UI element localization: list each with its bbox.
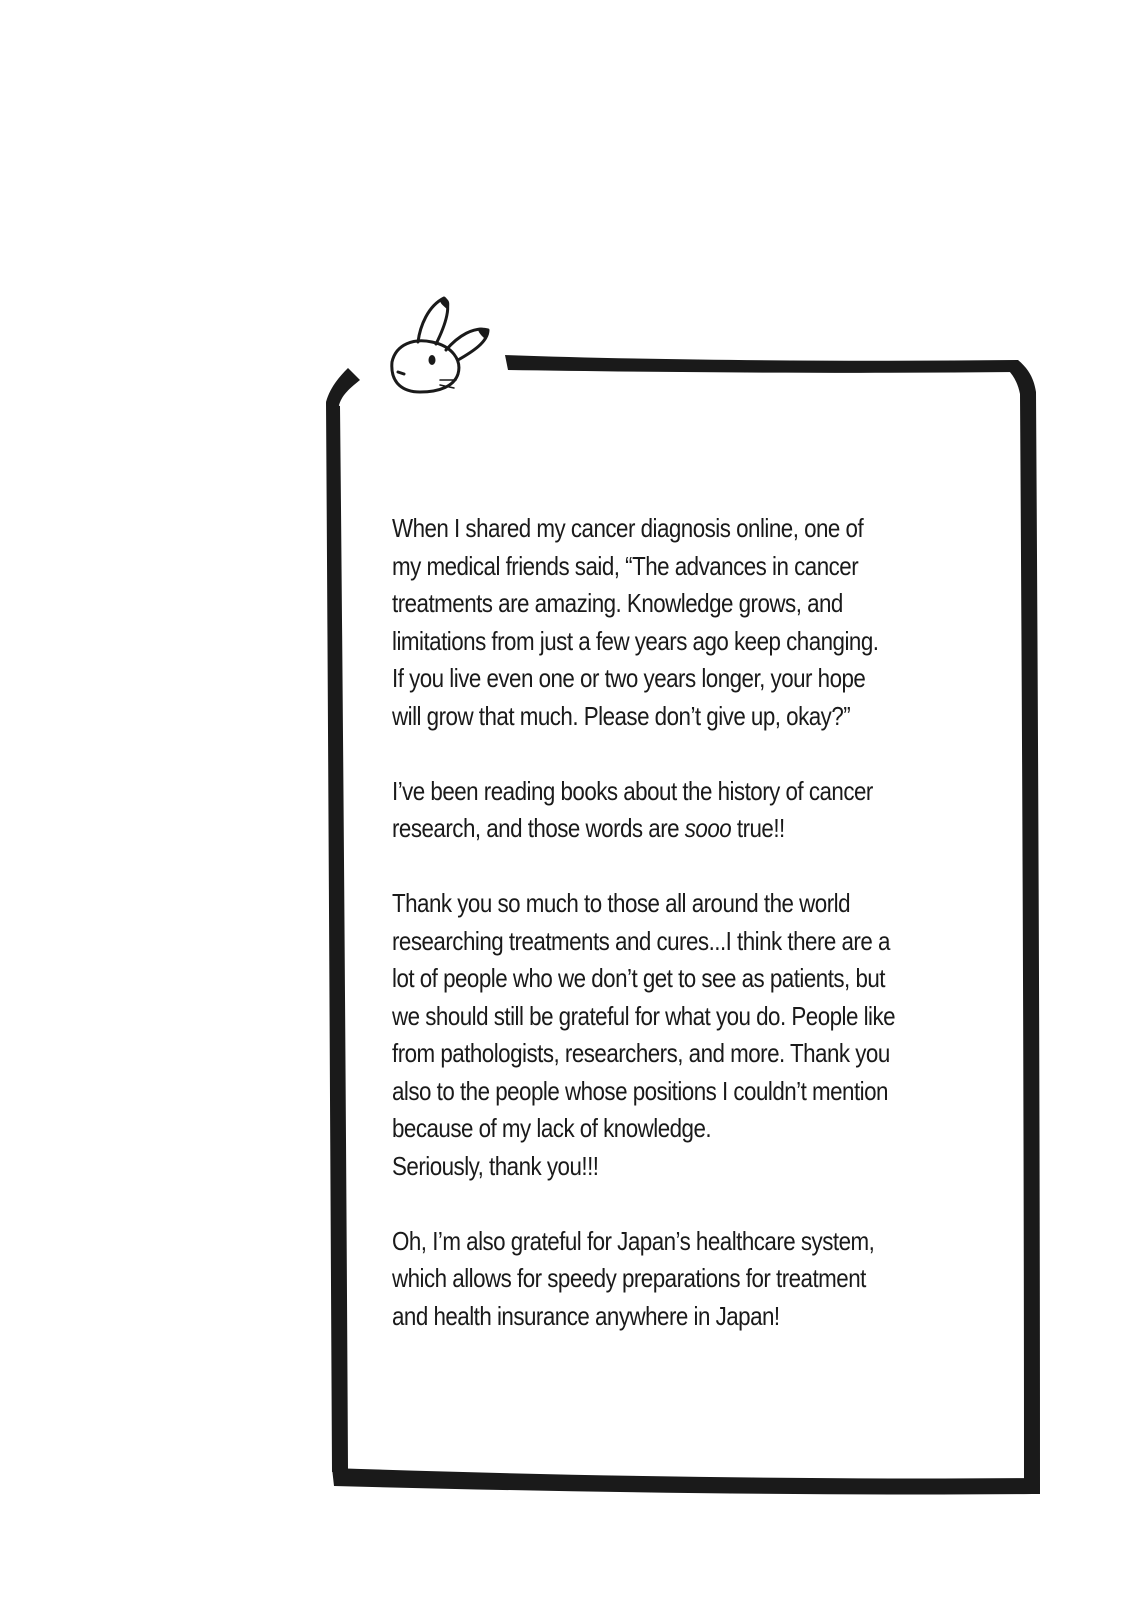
text-line: from pathologists, researchers, and more. Thank you bbox=[392, 1038, 890, 1068]
text-line bbox=[392, 810, 917, 848]
rabbit-head-icon bbox=[392, 298, 488, 392]
text-line: lot of people who we don’t get to see as patients, but bbox=[392, 963, 885, 993]
paragraph-2 bbox=[392, 773, 917, 848]
text-line: will grow that much. Please don’t give up, okay?” bbox=[392, 700, 851, 731]
paragraph-3 bbox=[392, 885, 917, 1185]
text-line: If you live even one or two years longer, your hope bbox=[392, 663, 866, 693]
paragraph-4 bbox=[392, 1223, 917, 1336]
text-line: When I shared my cancer diagnosis online, one of bbox=[392, 513, 864, 543]
text-line: because of my lack of knowledge. bbox=[392, 1113, 712, 1143]
text-line: Oh, I’m also grateful for Japan’s healthcare system, bbox=[392, 1225, 875, 1256]
text-segment: true!! bbox=[731, 813, 785, 843]
text-segment: research, and those words are bbox=[392, 813, 685, 843]
text-line: Thank you so much to those all around the world bbox=[392, 888, 851, 918]
text-line: treatments are amazing. Knowledge grows, and bbox=[392, 588, 843, 618]
note-text bbox=[392, 510, 917, 1373]
text-line: also to the people whose positions I couldn’t mention bbox=[392, 1075, 888, 1106]
text-line: we should still be grateful for what you do. People like bbox=[392, 1000, 896, 1031]
text-line: researching treatments and cures...I think there are a bbox=[392, 925, 890, 956]
text-line: and health insurance anywhere in Japan! bbox=[392, 1300, 780, 1331]
text-line: I’ve been reading books about the history of cancer bbox=[392, 775, 873, 806]
text-line: Seriously, thank you!!! bbox=[392, 1150, 599, 1181]
text-line: which allows for speedy preparations for treatment bbox=[392, 1263, 866, 1293]
emphasis-text: sooo bbox=[684, 813, 732, 843]
text-line: limitations from just a few years ago keep changing. bbox=[392, 625, 879, 656]
rabbit-ear-tip-left bbox=[440, 298, 449, 310]
paragraph-1 bbox=[392, 510, 917, 735]
text-line: my medical friends said, “The advances in cancer bbox=[392, 550, 859, 581]
